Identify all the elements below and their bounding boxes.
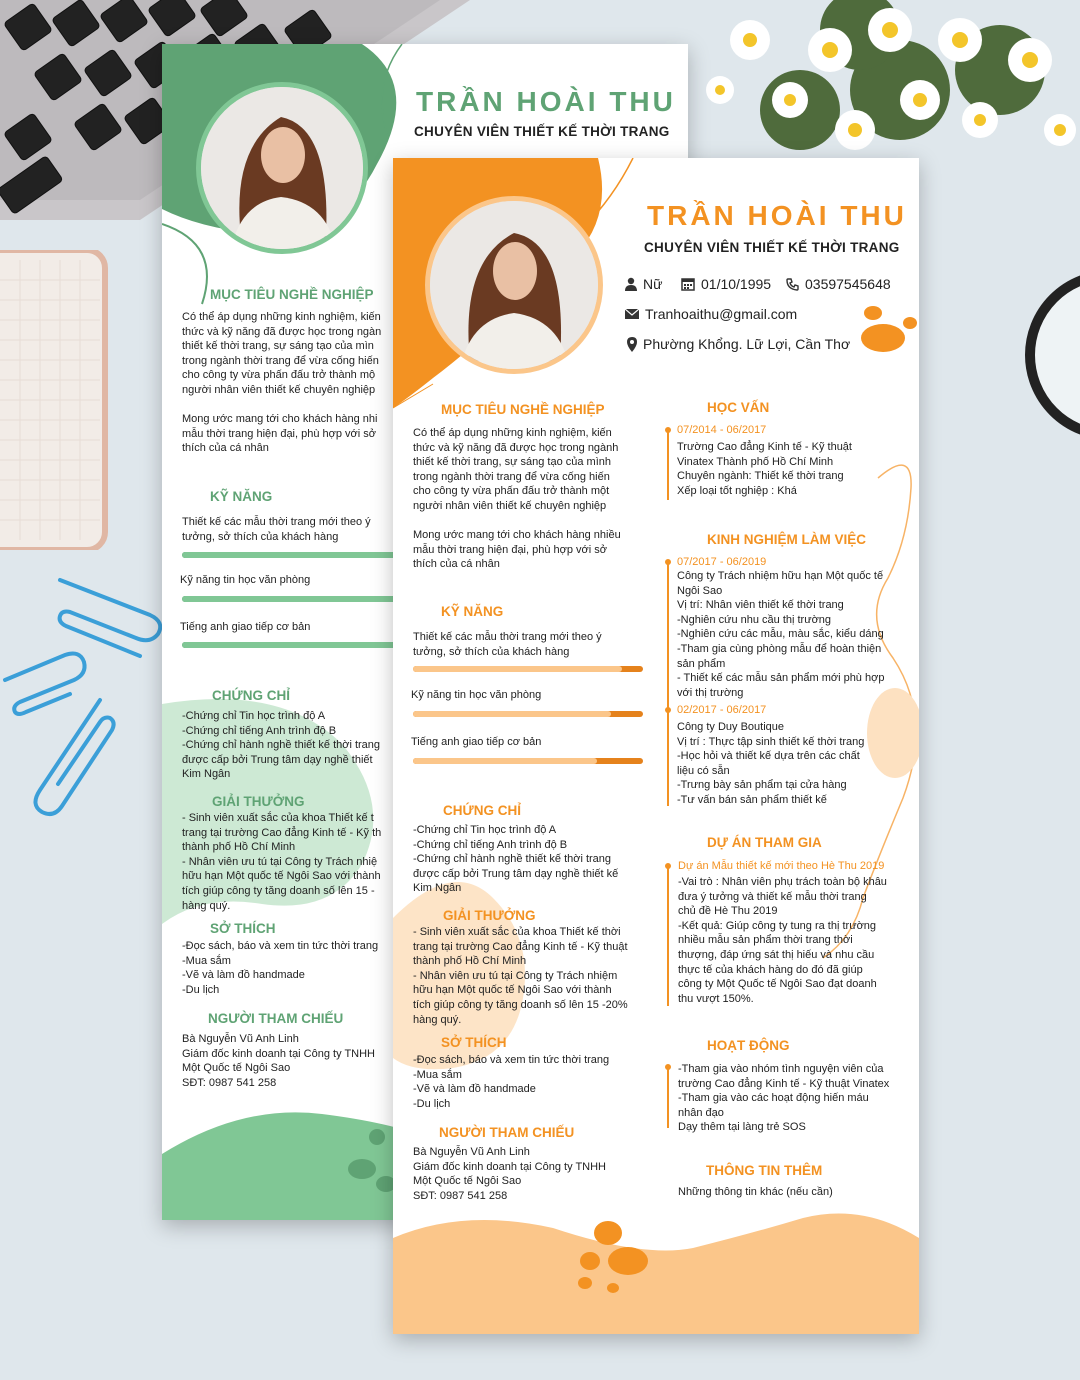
- hobbies-heading: SỞ THÍCH: [441, 1035, 507, 1050]
- text-line: thức và kỹ năng đã được học trong ngàn: [182, 325, 382, 338]
- text-line: Ngôi Sao: [677, 584, 723, 597]
- text-line: -Chứng chỉ tiếng Anh trình độ B: [182, 724, 337, 737]
- text-line: thích của cá nhân: [413, 558, 500, 571]
- phone: 03597545648: [786, 276, 891, 292]
- skill-3-bar: [413, 758, 643, 764]
- calendar-icon: [681, 277, 695, 291]
- objective-text: [413, 426, 621, 572]
- activities-dot: [665, 1064, 671, 1070]
- text-line: cho công ty vừa phấn đấu trở thành một: [413, 485, 610, 498]
- activities-heading: HOẠT ĐỘNG: [707, 1038, 790, 1053]
- text-line: thành phố Hồ Chí Minh: [182, 841, 296, 854]
- text-line: Giám đốc kinh doanh tại Công ty TNHH: [413, 1160, 606, 1173]
- text-line: -Tham gia cùng phòng mẫu để hoàn thiện: [677, 642, 882, 655]
- text-line: trong ngành thời trang để vừa cống hiến: [182, 354, 379, 367]
- resume-orange: [393, 158, 919, 1334]
- text-line: công ty Một Quốc tế Ngôi Sao đạt doanh: [678, 978, 877, 991]
- text-line: sản phẩm: [677, 657, 726, 670]
- text-line: cho công ty vừa phấn đấu trở thành mộ: [182, 369, 376, 382]
- project-dot: [665, 863, 671, 869]
- objective-heading: MỤC TIÊU NGHỀ NGHIỆP: [210, 287, 374, 302]
- text-line: -Mua sắm: [413, 1068, 462, 1081]
- text-line: hàng quý.: [413, 1013, 462, 1026]
- experience-heading: KINH NGHIỆM LÀM VIỆC: [707, 532, 867, 547]
- phone-icon: [786, 278, 799, 291]
- extra-heading: THÔNG TIN THÊM: [706, 1163, 823, 1178]
- text-line: -Học hỏi và thiết kế dựa trên các chất: [677, 750, 860, 763]
- text-line: Mong ước mang tới cho khách hàng nhiều: [413, 529, 621, 542]
- text-line: hàng quý.: [182, 899, 231, 912]
- text-line: -Kết quả: Giúp công ty tung ra thị trường: [678, 919, 877, 932]
- text-line: -Tư vấn bán sản phẩm thiết kế: [677, 793, 827, 806]
- text-line: thu vượt 150%.: [678, 992, 754, 1005]
- text-line: hữu hạn Một quốc tế Ngôi Sao với thành: [413, 984, 612, 997]
- job-2-date: 02/2017 - 06/2017: [677, 704, 767, 716]
- job-1-date: 07/2017 - 06/2019: [677, 556, 767, 568]
- reference-heading: NGƯỜI THAM CHIẾU: [208, 1011, 344, 1026]
- text-line: -Trưng bày sản phẩm tại cửa hàng: [677, 779, 847, 792]
- extra-text: [678, 1185, 833, 1200]
- text-line: Có thể áp dụng những kinh nghiệm, kiến: [413, 427, 612, 439]
- certificates-heading: CHỨNG CHỈ: [443, 803, 521, 818]
- text-line: Vị trí: Nhân viên thiết kế thời trang: [677, 599, 844, 612]
- job-title: CHUYÊN VIÊN THIẾT KẾ THỜI TRANG: [414, 124, 670, 139]
- text-line: Công ty Trách nhiệm hữu hạn Một quốc tế: [677, 570, 884, 582]
- job-title: CHUYÊN VIÊN THIẾT KẾ THỜI TRANG: [644, 240, 900, 255]
- reference-text: [413, 1145, 606, 1203]
- text-line: thiết kế thời trang, sự sáng tạo của mìn: [182, 340, 374, 353]
- text-line: đưa ý tưởng và thiết kế mẫu thời trang: [678, 890, 867, 903]
- text-line: Vị trí : Thực tập sinh thiết kế thời trang: [677, 735, 865, 748]
- skill-2-label: Kỹ năng tin học văn phòng: [411, 689, 542, 701]
- text-line: Bà Nguyễn Vũ Anh Linh: [182, 1033, 299, 1045]
- text-line: -Đọc sách, báo và xem tin tức thời trang: [182, 940, 379, 952]
- skill-1-bar: [182, 552, 422, 558]
- text-line: - Nhân viên ưu tú tại Công ty Trách nhiệm: [413, 969, 618, 982]
- text-line: -Chứng chỉ Tin học trình độ A: [182, 710, 326, 722]
- skill-1-label: Thiết kế các mẫu thời trang mới theo ý tưởng, sở thích của khách hàng: [182, 516, 371, 543]
- skill-2-bar: [413, 711, 643, 717]
- text-line: Một Quốc tế Ngôi Sao: [182, 1062, 291, 1075]
- hobbies-text: [182, 939, 378, 997]
- text-line: Mong ước mang tới cho khách hàng nhi: [182, 413, 378, 426]
- text-line: Chuyên ngành: Thiết kế thời trang: [677, 470, 844, 483]
- text-line: Giám đốc kinh doanh tại Công ty TNHH: [182, 1047, 375, 1060]
- skill-1-label: Thiết kế các mẫu thời trang mới theo ý tưởng, sở thích của khách hàng: [413, 631, 602, 658]
- text-line: Vinatex Thành phố Hồ Chí Minh: [677, 455, 834, 468]
- text-line: Kim Ngân: [182, 768, 231, 781]
- projects-timeline: [667, 866, 669, 1006]
- text-line: -Du lịch: [182, 983, 220, 996]
- text-line: người nhân viên thiết kế chuyên nghiệp: [182, 383, 376, 396]
- birthday: 01/10/1995: [681, 276, 771, 292]
- skill-3-bar: [182, 642, 422, 648]
- text-line: trường Cao đẳng Kinh tế - Kỹ thuật Vinatex: [678, 1077, 890, 1090]
- person-icon: [625, 277, 637, 291]
- text-line: -Nghiên cứu các mẫu, màu sắc, kiểu dáng: [677, 628, 884, 641]
- education-text: [677, 440, 852, 498]
- magnifier: [1020, 255, 1080, 455]
- text-line: [182, 398, 381, 413]
- text-line: -Du lịch: [413, 1097, 451, 1110]
- profile-photo: [425, 196, 603, 374]
- hobbies-text: [413, 1053, 609, 1111]
- text-line: Trường Cao đẳng Kinh tế - Kỹ thuật: [677, 441, 852, 453]
- text-line: chủ đề Hè Thu 2019: [678, 905, 778, 918]
- text-line: Một Quốc tế Ngôi Sao: [413, 1175, 522, 1188]
- certificates-text: [413, 823, 618, 896]
- text-line: -Tham gia vào nhóm tình nguyện viên của: [678, 1063, 884, 1075]
- gender: Nữ: [625, 276, 662, 292]
- text-line: thực tế của khách hàng do đó đã giúp: [678, 963, 863, 976]
- text-line: trang tại trường Cao đẳng Kinh tế - Kỹ thuật: [413, 940, 628, 953]
- project-text: [678, 875, 887, 1006]
- text-line: nhiều mẫu sản phẩm thời trang thời: [678, 934, 853, 947]
- skill-2-label: Kỹ năng tin học văn phòng: [180, 574, 311, 586]
- text-line: thức và kỹ năng đã được học trong ngành: [413, 441, 619, 454]
- text-line: -Chứng chỉ hành nghề thiết kế thời trang: [182, 739, 381, 752]
- job-1-dot: [665, 559, 671, 565]
- text-line: Dạy thêm tại làng trẻ SOS: [678, 1121, 806, 1134]
- text-line: -Chứng chỉ tiếng Anh trình độ B: [413, 838, 568, 851]
- hobbies-heading: SỞ THÍCH: [210, 921, 276, 936]
- text-line: tích giúp công ty tăng doanh số lên 15 -20%: [413, 998, 628, 1011]
- text-line: thích của cá nhân: [182, 442, 269, 455]
- skill-3-label: Tiếng anh giao tiếp cơ bản: [180, 621, 311, 633]
- education-dot: [665, 427, 671, 433]
- activities-timeline: [667, 1066, 669, 1128]
- objective-heading: MỤC TIÊU NGHỀ NGHIỆP: [441, 402, 605, 417]
- job-1-text: [677, 569, 884, 700]
- text-line: trang tại trường Cao đẳng Kinh tế - Kỹ th: [182, 826, 382, 839]
- text-line: Kim Ngân: [413, 882, 462, 895]
- text-line: -Mua sắm: [182, 954, 231, 967]
- text-line: mẫu thời trang hiện đại, phù hợp với sở: [182, 427, 376, 440]
- text-line: Bà Nguyễn Vũ Anh Linh: [413, 1146, 530, 1158]
- text-line: SĐT: 0987 541 258: [182, 1076, 277, 1089]
- certificates-heading: CHỨNG CHỈ: [212, 688, 290, 703]
- awards-text: [413, 925, 628, 1027]
- profile-photo: [196, 82, 368, 254]
- text-line: được cấp bởi Trung tâm dạy nghề thiết: [182, 753, 373, 766]
- text-line: liệu có sẵn: [677, 764, 730, 777]
- skill-3-label: Tiếng anh giao tiếp cơ bản: [411, 736, 542, 748]
- mail-icon: [625, 309, 639, 319]
- text-line: -Vẽ và làm đồ handmade: [413, 1083, 536, 1096]
- location-pin-icon: [627, 337, 637, 352]
- text-line: Những thông tin khác (nếu cần): [678, 1186, 833, 1198]
- text-line: thành phố Hồ Chí Minh: [413, 955, 527, 968]
- text-line: - Sinh viên xuất sắc của khoa Thiết kế thời: [413, 926, 621, 938]
- name: TRẦN HOÀI THU: [647, 200, 907, 231]
- text-line: Có thể áp dụng những kinh nghiệm, kiến: [182, 311, 381, 323]
- text-line: nhân đạo: [678, 1106, 724, 1119]
- text-line: hữu hạn Một quốc tế Ngôi Sao với thành: [182, 870, 381, 883]
- text-line: -Vai trò : Nhân viên phụ trách toàn bộ khâu: [678, 876, 887, 888]
- skills-heading: KỸ NĂNG: [441, 604, 504, 619]
- text-line: Xếp loại tốt nghiệp : Khá: [677, 484, 797, 497]
- awards-heading: GIẢI THƯỞNG: [212, 794, 305, 809]
- education-heading: HỌC VẤN: [707, 400, 770, 415]
- text-line: người nhân viên thiết kế chuyên nghiệp: [413, 499, 607, 512]
- address: Phường Khổng. Lữ Lợi, Cần Thơ: [627, 336, 850, 352]
- text-line: thượng, đáp ứng sát thị hiếu và nhu cầu: [678, 948, 875, 961]
- skill-1-bar: [413, 666, 643, 672]
- skills-heading: KỸ NĂNG: [210, 489, 273, 504]
- text-line: được cấp bởi Trung tâm dạy nghề thiết kế: [413, 867, 619, 880]
- reference-text: [182, 1032, 375, 1090]
- skill-2-bar: [182, 596, 422, 602]
- project-title: Dự án Mẫu thiết kế mới theo Hè Thu 2019: [678, 860, 885, 872]
- text-line: [413, 514, 621, 529]
- objective-text: [182, 310, 381, 456]
- text-line: -Đọc sách, báo và xem tin tức thời trang: [413, 1054, 610, 1066]
- projects-heading: DỰ ÁN THAM GIA: [707, 835, 822, 850]
- text-line: -Tham gia vào các hoạt động hiến máu: [678, 1092, 869, 1105]
- text-line: - Nhân viên ưu tú tại Công ty Trách nhiệ: [182, 855, 378, 868]
- text-line: -Nghiên cứu nhu cầu thị trường: [677, 613, 832, 626]
- text-line: -Vẽ và làm đồ handmade: [182, 969, 305, 982]
- job-2-dot: [665, 707, 671, 713]
- text-line: tích giúp công ty tăng doanh số lên 15 -: [182, 884, 375, 897]
- notebook: [0, 250, 110, 550]
- text-line: - Sinh viên xuất sắc của khoa Thiết kế t: [182, 812, 374, 824]
- text-line: -Chứng chỉ hành nghề thiết kế thời trang: [413, 853, 612, 866]
- text-line: với thị trường: [677, 686, 744, 699]
- experience-timeline: [667, 562, 669, 806]
- email: Tranhoaithu@gmail.com: [625, 306, 797, 322]
- job-2-text: [677, 720, 864, 808]
- text-line: Công ty Duy Boutique: [677, 721, 785, 733]
- awards-heading: GIẢI THƯỞNG: [443, 908, 536, 923]
- awards-text: [182, 811, 381, 913]
- reference-heading: NGƯỜI THAM CHIẾU: [439, 1125, 575, 1140]
- text-line: -Chứng chỉ Tin học trình độ A: [413, 824, 557, 836]
- paper-clips: [0, 570, 170, 820]
- text-line: - Thiết kế các mẫu sản phẩm mới phù hợp: [677, 672, 885, 685]
- education-date: 07/2014 - 06/2017: [677, 424, 767, 436]
- education-timeline: [667, 430, 669, 500]
- text-line: trong ngành thời trang để vừa cống hiến: [413, 470, 610, 483]
- text-line: mẫu thời trang hiện đại, phù hợp với sở: [413, 543, 607, 556]
- text-line: SĐT: 0987 541 258: [413, 1189, 508, 1202]
- text-line: thiết kế thời trang, sự sáng tạo của mình: [413, 456, 612, 469]
- name: TRẦN HOÀI THU: [416, 86, 676, 117]
- activities-text: [678, 1062, 889, 1135]
- certificates-text: [182, 709, 380, 782]
